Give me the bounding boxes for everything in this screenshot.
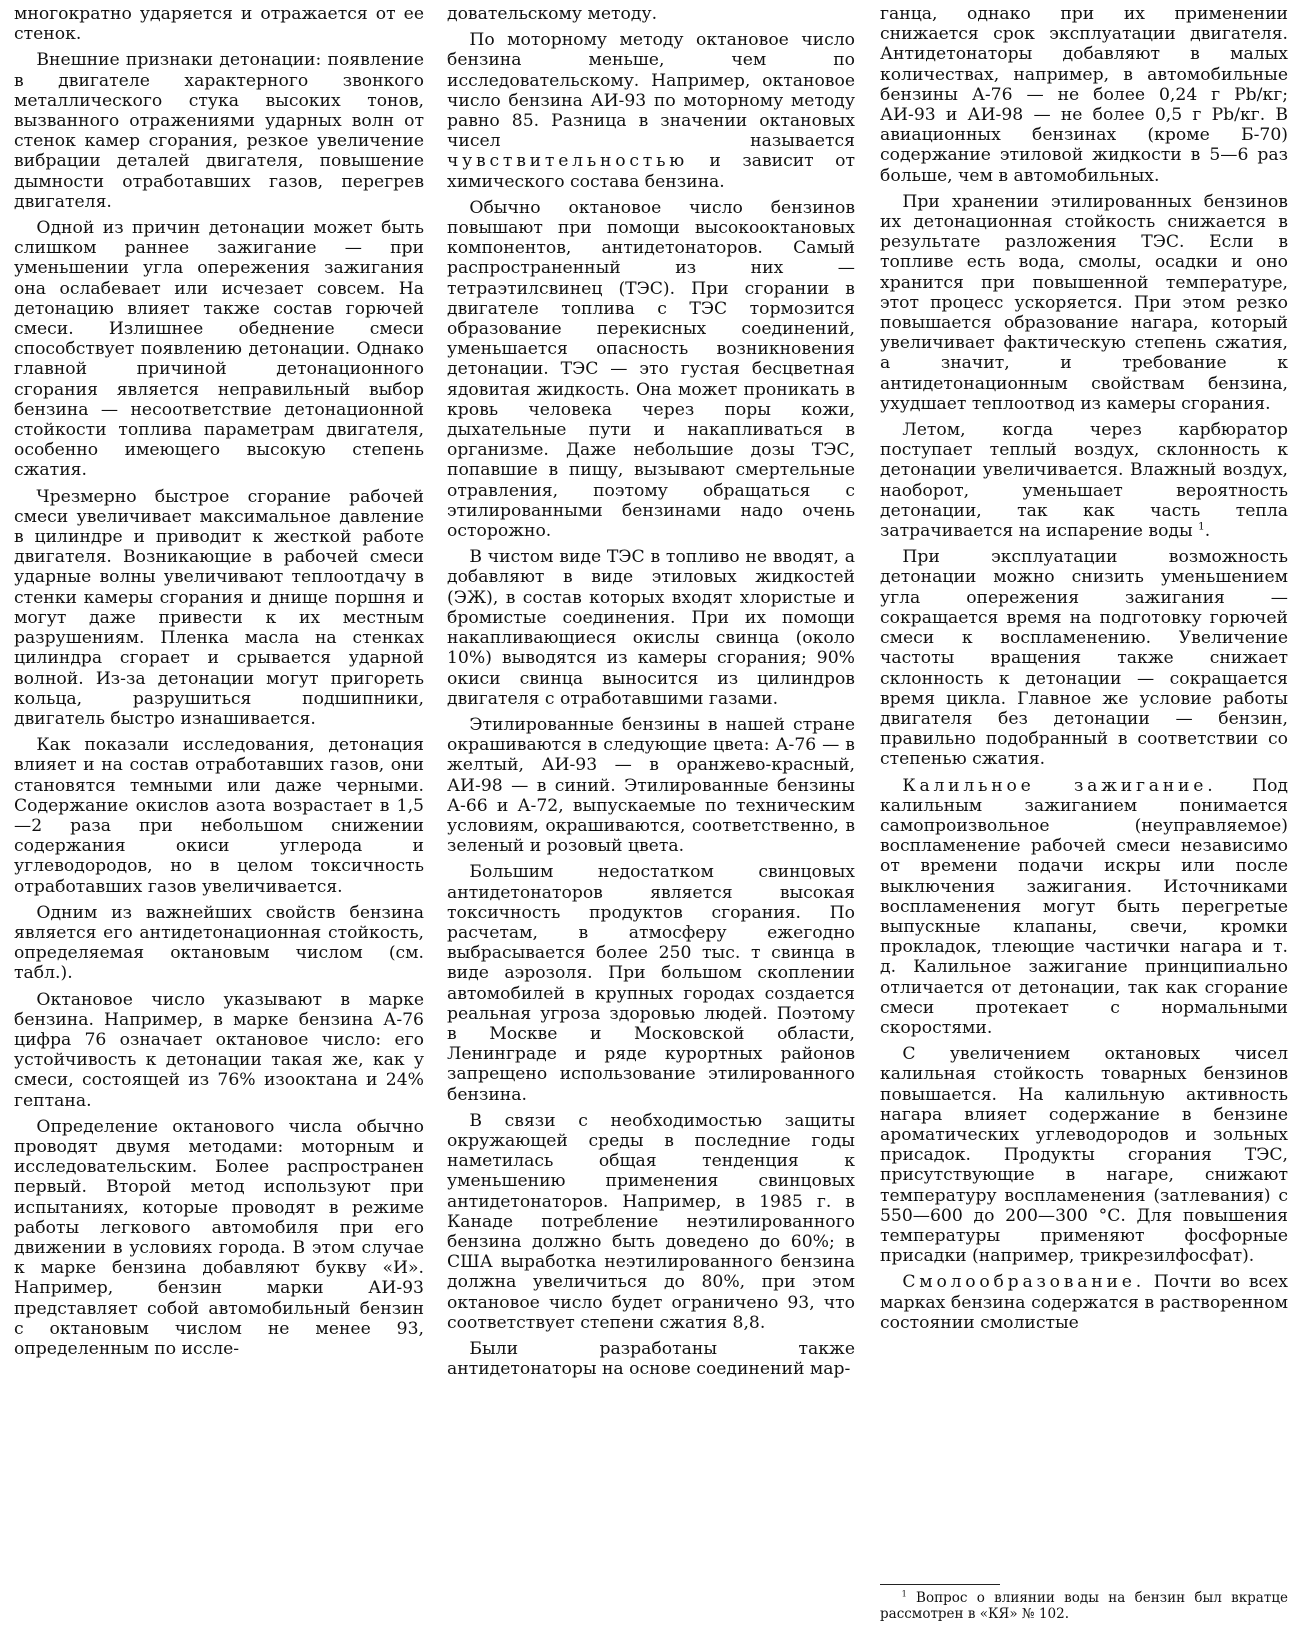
paragraph: Летом, когда через карбюратор поступает теплый воздух, склонность к детонации увеличивается. Влажный воздух, наоборот, уменьшает вероятность детонации, так как часть тепла затрачивается на испарение воды $^1$. xyxy=(880,420,1288,542)
paragraph: Определение октанового числа обычно проводят двумя методами: моторным и исследовательским. Более распространен первый. Второй метод используют при испытаниях, которые проводят в режиме работы легкового автомобиля при его движении в условиях города. В этом случае к марке бензина добавляют букву «И». Например, бензин марки АИ-93 представляет собой автомобильный бензин с октановым числом не менее 93, определенным по иссле- xyxy=(14,1116,424,1359)
paragraph: Одним из важнейших свойств бензина является его антидетонационная стойкость, определяемая октановым числом (см. табл.). xyxy=(14,902,424,984)
paragraph: При хранении этилированных бензинов их детонационная стойкость снижается в результате разложения ТЭС. Если в топливе есть вода, смолы, осадки и оно хранится при повышенной температуре, этот процесс ускоряется. При этом резко повышается образование нагара, который увеличивает фактическую степень сжатия, а значит, и требование к антидетонационным свойствам бензина, ухудшает теплоотвод из камеры сгорания. xyxy=(880,191,1288,414)
section-heading: Калильное зажигание. xyxy=(902,775,1217,796)
paragraph-text: Почти во всех марках бензина содержатся xyxy=(880,1272,1288,1313)
footnote-mark: 1 xyxy=(1198,520,1205,533)
footnote-text: Вопрос о влиянии воды на бензин был вкратце рассмотрен в «КЯ» № 102. xyxy=(880,1590,1288,1623)
paragraph: Октановое число указывают в марке бензина. Например, в марке бензина А-76 цифра 76 означает октановое число: его устойчивость к детонации такая же, как у смеси, состоящей из 76% изооктана и 24% гептана. xyxy=(14,989,424,1111)
footnote xyxy=(880,1590,1288,1622)
text-column-1 xyxy=(14,4,424,1365)
paragraph: В чистом виде ТЭС в топливо не вводят, а добавляют в виде этиловых жидкостей (ЭЖ), в состав которых входят хлористые и бромистые соединения. При их помощи накапливающиеся окислы свинца (около 10%) выводятся из камеры сгорания; 90% окиси свинца выносится из цилиндров двигателя с отработавшими газами. xyxy=(447,547,855,709)
paragraph: Чрезмерно быстрое сгорание рабочей смеси увеличивает максимальное давление в цилиндре и приводит к жесткой работе двигателя. Возникающие в рабочей смеси ударные волны увеличивают теплоотдачу в стенки камеры сгорания и днище поршня и могут даже привести к их местным разрушениям. Пленка масла на стенках цилиндра сгорает и срывается ударной волной. Из-за детонации могут пригореть кольца, разрушиться подшипники, двигатель быстро изнашивается. xyxy=(14,486,424,729)
text-column-2 xyxy=(447,4,855,1385)
paragraph: Как показали исследования, детонация влияет и на состав отработавших газов, они становятся темными или даже черными. Содержание окислов азота возрастает в 1,5—2 раза при небольшом снижении содержания окиси углерода и углеводородов, но в целом токсичность отработавших газов увеличивается. xyxy=(14,735,424,897)
footnote-number: 1 xyxy=(901,1588,907,1599)
paragraph-text: в растворенном состоянии смолистые xyxy=(880,1292,1288,1333)
paragraph xyxy=(880,1272,1288,1333)
paragraph: При эксплуатации возможность детонации можно снизить уменьшением угла опережения зажигания — сокращается время на подготовку горючей смеси к воспламенению. Увеличение частоты вращения также снижает склонность к детонации — сокращается время цикла. Главное же условие работы двигателя без детонации — бензин, правильно подобранный в соответствии со степенью сжатия. xyxy=(880,547,1288,770)
paragraph xyxy=(880,776,1288,1039)
paragraph-text: По моторному методу октановое число бензина меньше, чем по исследовательскому. Например, октановое число бензина АИ-93 по моторному методу равно 85. Разница в значении октановых чисел называется xyxy=(447,30,855,152)
paragraph-text: Под калильным зажиганием понимается самопроизвольное (неуправляемое) воспламенение рабочей смеси независимо от времени подачи искры или после выключения зажигания. Источниками воспламенения могут быть перегретые выпускные клапаны, свечи, кромки прокладок, тлеющие частички нагара и т. д. Калильное зажигание принципиально отличается от детонации, так как сгорание смеси протекает с нормальными скоростями. xyxy=(880,775,1288,1038)
emphasized-term: чувствительностью xyxy=(447,151,688,172)
paragraph: Одной из причин детонации может быть слишком раннее зажигание — при уменьшении угла опережения зажигания она ослабевает или исчезает совсем. На детонацию влияет также состав горючей смеси. Излишнее обеднение смеси способствует появлению детонации. Однако главной причиной детонационного сгорания является неправильный выбор бензина — несоответствие детонационной стойкости топлива параметрам двигателя, особенно имеющего высокую степень сжатия. xyxy=(14,218,424,481)
paragraph: довательскому методу. xyxy=(447,4,658,24)
paragraph: многократно ударяется и отражается от ее стенок. xyxy=(14,4,424,45)
paragraph: Этилированные бензины в нашей стране окрашиваются в следующие цвета: А-76 — в желтый, АИ-93 — в оранжево-красный, АИ-98 — в синий. Этилированные бензины А-66 и А-72, выпускаемые по техническим условиям, окрашиваются, соответственно, в зеленый и розовый цвета. xyxy=(447,714,855,857)
paragraph: ганца, однако при их применении снижается срок эксплуатации двигателя. Антидетонаторы добавляют в малых количествах, например, в автомобильные бензины А-76 — не более 0,24 г Pb/кг; АИ-93 и АИ-98 — не более 0,5 г Pb/кг. В авиационных бензинах (кроме Б-70) содержание этиловой жидкости в 5—6 раз больше, чем в автомобильных. xyxy=(880,4,1288,186)
paragraph: Были разработаны также антидетонаторы на основе соединений мар- xyxy=(447,1339,855,1380)
footnote-divider xyxy=(880,1584,1000,1585)
paragraph: Большим недостатком свинцовых антидетонаторов является высокая токсичность продуктов сгорания. По расчетам, в атмосферу ежегодно выбрасывается более 250 тыс. т свинца в виде аэрозоля. При большом скоплении автомобилей в крупных городах создается реальная угроза здоровью людей. Поэтому в Москве и Московской области, Ленинграде и ряде курортных районов запрещено использование этилированного бензина. xyxy=(447,862,855,1105)
paragraph: Обычно октановое число бензинов повышают при помощи высокооктановых компонентов, антидетонаторов. Самый распространенный из них — тетраэтилсвинец (ТЭС). При сгорании в двигателе топлива с ТЭС тормозится образование перекисных соединений, уменьшается опасность возникновения детонации. ТЭС — это густая бесцветная ядовитая жидкость. Она может проникать в кровь человека через поры кожи, дыхательные пути и накапливаться в организме. Даже небольшие дозы ТЭС, попавшие в пищу, вызывают смертельные отравления, поэтому обращаться с этилированными бензинами надо очень осторожно. xyxy=(447,197,855,542)
paragraph xyxy=(447,30,855,192)
section-heading: Смолообразование. xyxy=(902,1272,1145,1293)
paragraph-text: Летом, когда через карбюратор поступает теплый воздух, склонность к детонации увеличивается. Влажный воздух, наоборот, уменьшает вероятность детонации, так как часть тепла затрачивается на испарение воды xyxy=(880,420,1288,542)
paragraph: Внешние признаки детонации: появление в двигателе характерного звонкого металлического стука высоких тонов, вызванного отражениями ударных волн от стенок камер сгорания, резкое увеличение вибрации деталей двигателя, повышение дымности отработавших газов, перегрев двигателя. xyxy=(14,50,424,212)
paragraph: С увеличением октановых чисел калильная стойкость товарных бензинов повышается. На калильную активность нагара влияет содержание в бензине ароматических углеводородов и зольных присадок. Продукты сгорания ТЭС, присутствующие в нагаре, снижают температуру воспламенения (затлевания) с 550—600 до 200—300 °С. Для повышения температуры применяют фосфорные присадки (например, трикрезилфосфат). xyxy=(880,1044,1288,1267)
text-column-3 xyxy=(880,4,1288,1339)
paragraph-text: и зависит xyxy=(687,151,814,172)
paragraph-text: от химического состава бензина. xyxy=(447,151,855,192)
paragraph: В связи с необходимостью защиты окружающей среды в последние годы наметилась общая тенденция к уменьшению применения свинцовых антидетонаторов. Например, в 1985 г. в Канаде потребление неэтилированного бензина должно быть доведено до 60%; в США выработка неэтилированного бензина должна увеличиться до 80%, при этом октановое число будет ограничено 93, что соответствует степени сжатия 8,8. xyxy=(447,1110,855,1333)
